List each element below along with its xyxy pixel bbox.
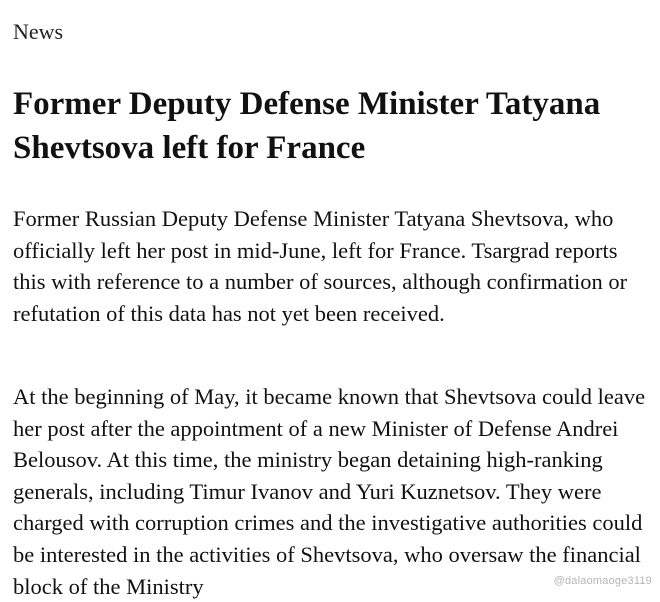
article-paragraph-1: Former Russian Deputy Defense Minister Tatyana Shevtsova, who officially left her post in mid-June, left for France. Tsargrad reports this with reference to a number of sources, although confirmation or refutation of this data has not yet been received. (13, 206, 628, 326)
category-label: News (13, 19, 64, 44)
article-headline: Former Deputy Defense Minister Tatyana Shevtsova left for France (13, 86, 601, 166)
watermark: @dalaomaoge3119 (553, 575, 652, 587)
article-paragraph-2: At the beginning of May, it became known that Shevtsova could leave her post after the appointment of a new Minister of Defense Andrei Belousov. At this time, the ministry began detaining high-ranking generals, including Timur Ivanov and Yuri Kuznetsov. They were charged with corruption crimes and the investigative authorities could be interested in the activities of Shevtsova, who oversaw the financial block of the Ministry (13, 384, 646, 599)
